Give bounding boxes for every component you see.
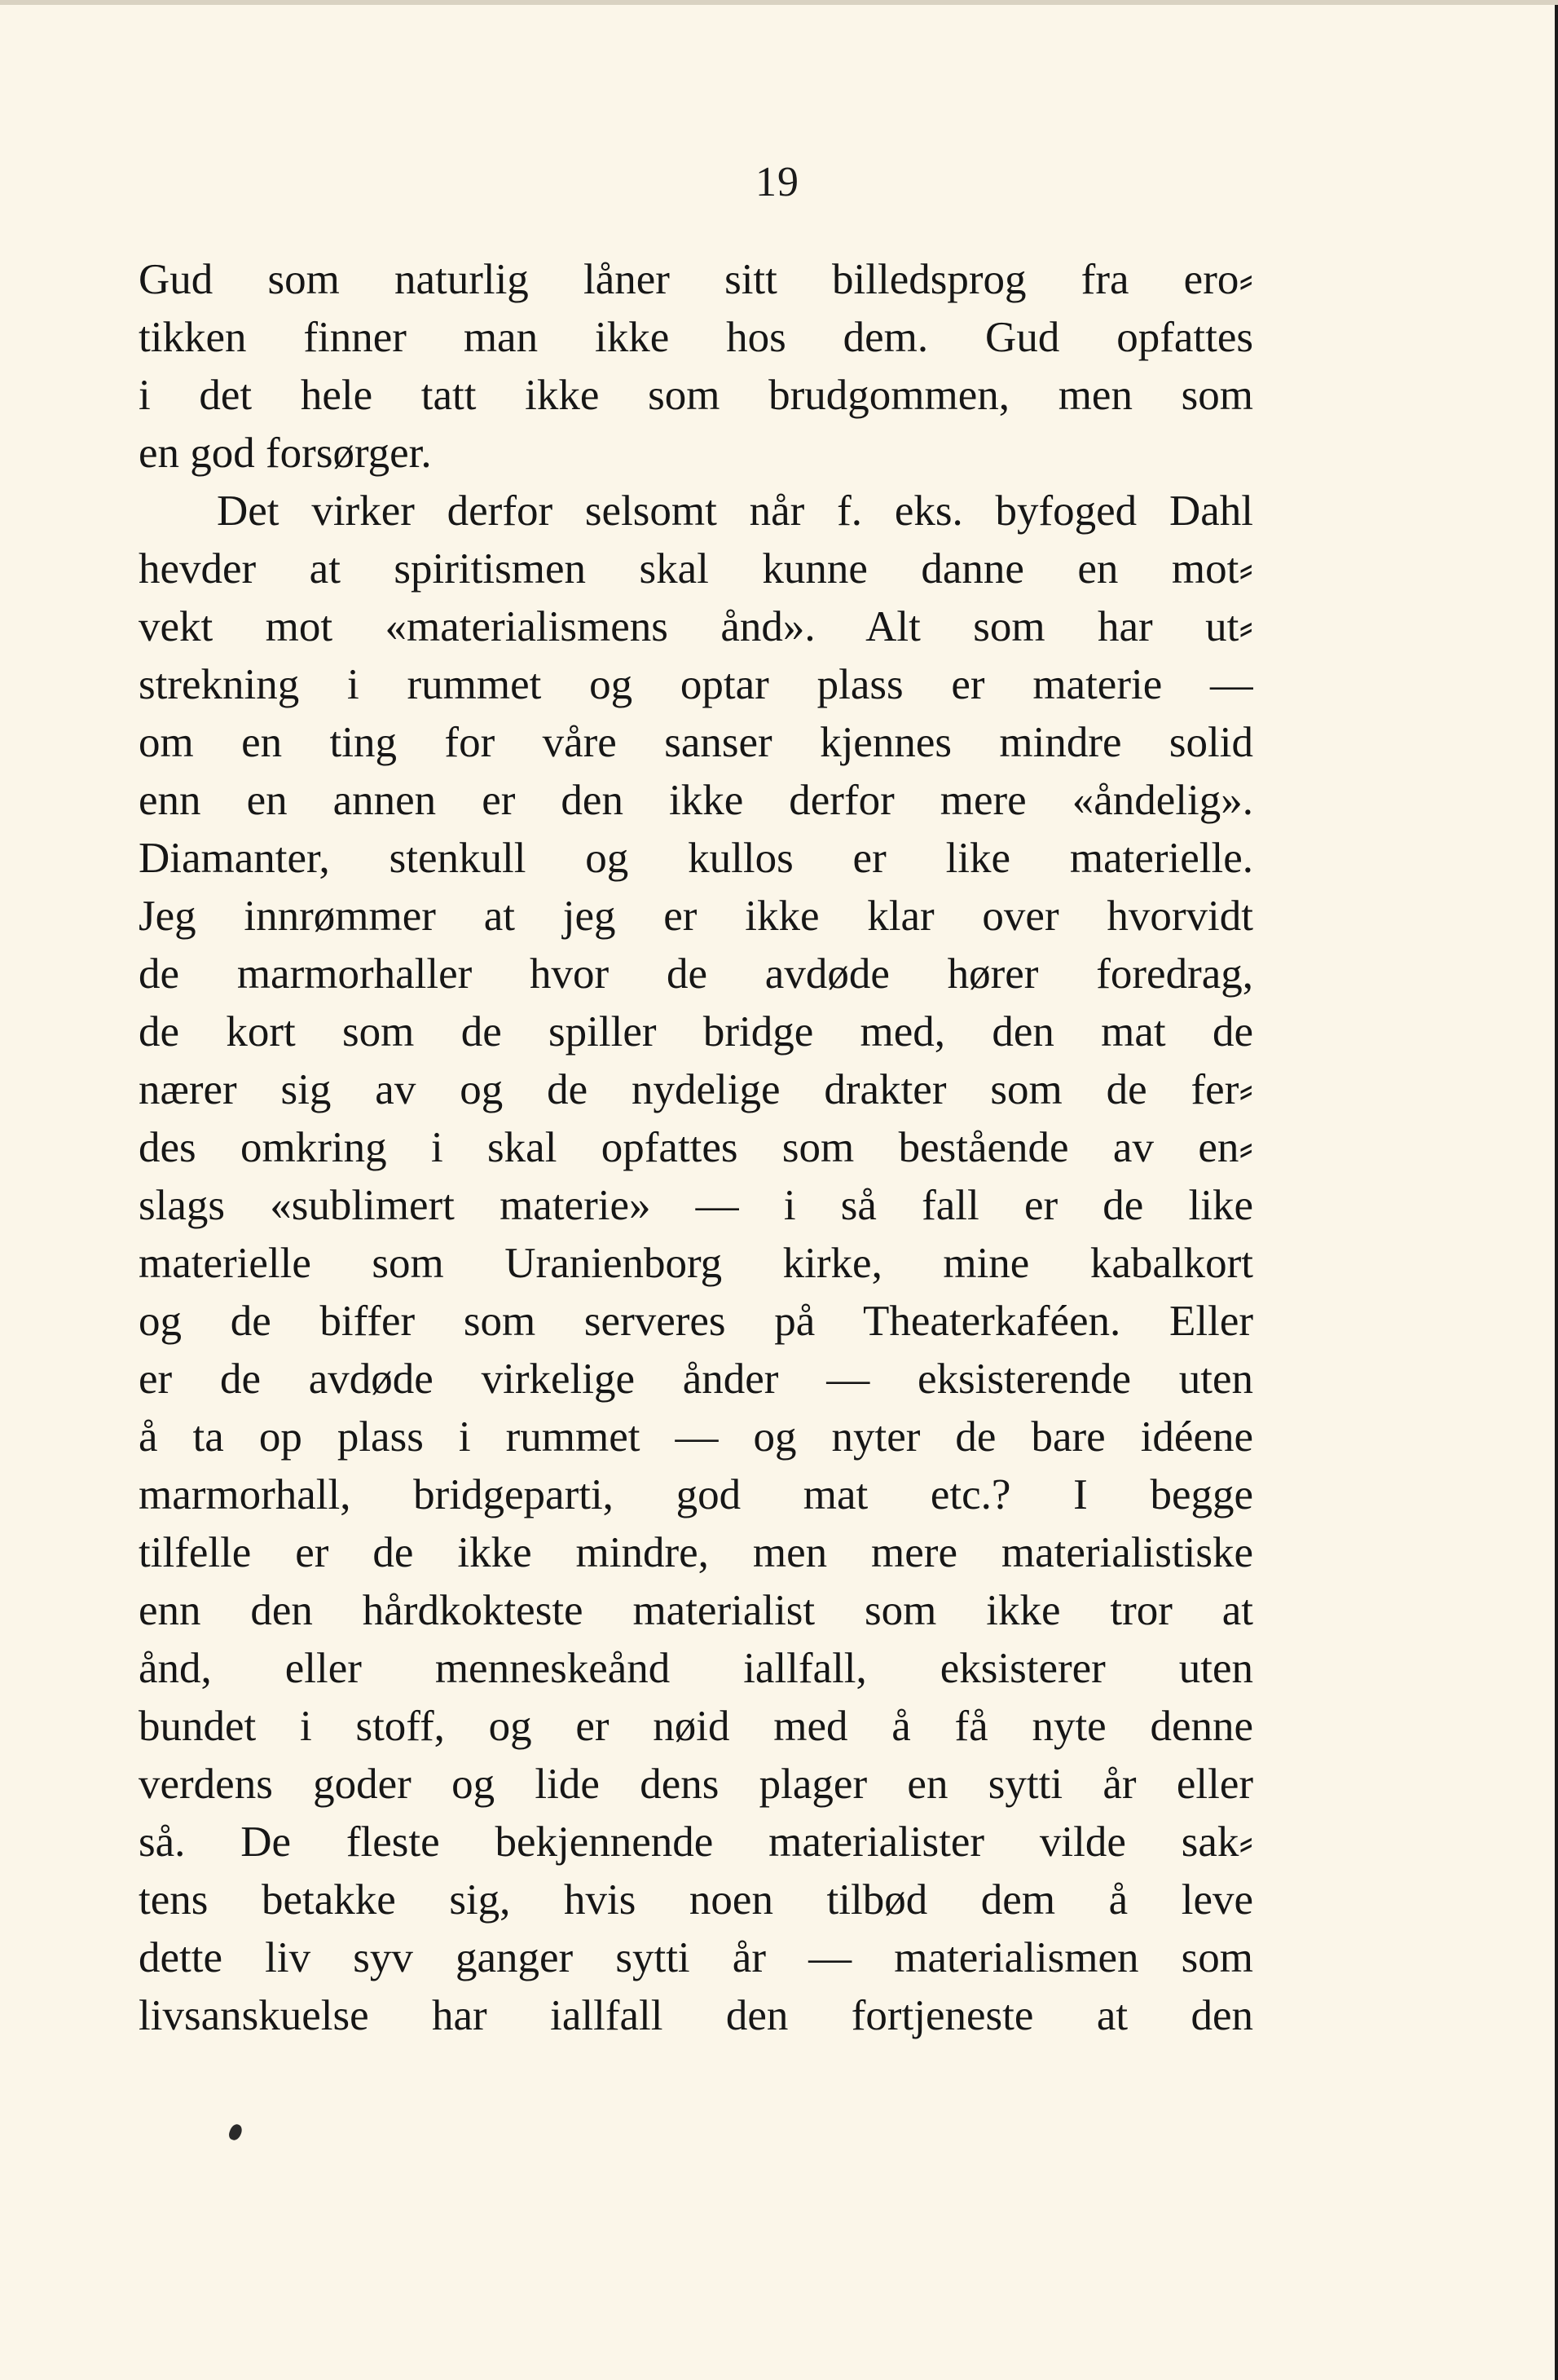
text-line: og de biffer som serveres på Theaterkaféen. Eller xyxy=(139,1298,1253,1345)
text-line: bundet i stoff, og er nøid med å få nyte denne xyxy=(139,1703,1253,1750)
text-line: Det virker derfor selsomt når f. eks. byfoged Dahl xyxy=(217,487,1253,535)
text-line: strekning i rummet og optar plass er materie — xyxy=(139,661,1253,708)
paragraph-2 xyxy=(139,483,1253,2045)
text-line: i det hele tatt ikke som brudgommen, men som xyxy=(139,372,1253,419)
text-line: dette liv syv ganger sytti år — materialismen som xyxy=(139,1934,1253,1981)
text-line: marmorhall, bridgeparti, god mat etc.? I begge xyxy=(139,1471,1253,1518)
text-line: de kort som de spiller bridge med, den mat de xyxy=(139,1008,1253,1056)
text-line: de marmorhaller hvor de avdøde hører foredrag, xyxy=(139,950,1253,998)
text-line: Diamanter, stenkull og kullos er like materielle. xyxy=(139,835,1253,882)
ink-speck xyxy=(227,2122,244,2142)
text-line: ånd, eller menneskeånd iallfall, eksisterer uten xyxy=(139,1645,1253,1692)
text-line: materielle som Uranienborg kirke, mine kabalkort xyxy=(139,1240,1253,1287)
text-line: Jeg innrømmer at jeg er ikke klar over hvorvidt xyxy=(139,892,1253,940)
text-line: er de avdøde virkelige ånder — eksisterende uten xyxy=(139,1355,1253,1403)
text-line: vekt mot «materialismens ånd». Alt som har ut⸗ xyxy=(139,603,1253,650)
text-line: slags «sublimert materie» — i så fall er de like xyxy=(139,1182,1253,1229)
text-line: tens betakke sig, hvis noen tilbød dem å leve xyxy=(139,1876,1253,1924)
page-number: 19 xyxy=(755,159,799,205)
book-page xyxy=(0,5,1558,2380)
text-line: Gud som naturlig låner sitt billedsprog fra ero⸗ xyxy=(139,256,1253,303)
body-text xyxy=(139,251,1253,2045)
text-line: verdens goder og lide dens plager en sytti år eller xyxy=(139,1761,1253,1808)
text-line: om en ting for våre sanser kjennes mindre solid xyxy=(139,719,1253,766)
text-line: tikken finner man ikke hos dem. Gud opfattes xyxy=(139,314,1253,361)
text-line: nærer sig av og de nydelige drakter som de fer⸗ xyxy=(139,1066,1253,1113)
text-line: des omkring i skal opfattes som bestående av en⸗ xyxy=(139,1124,1253,1171)
paragraph-1 xyxy=(139,251,1253,483)
text-line: så. De fleste bekjennende materialister vilde sak⸗ xyxy=(139,1818,1253,1866)
text-line: enn en annen er den ikke derfor mere «åndelig». xyxy=(139,777,1253,824)
text-line: å ta op plass i rummet — og nyter de bare idéene xyxy=(139,1413,1253,1461)
text-line: livsanskuelse har iallfall den fortjeneste at den xyxy=(139,1992,1253,2039)
text-line: hevder at spiritismen skal kunne danne en mot⸗ xyxy=(139,545,1253,593)
text-line: en god forsørger. xyxy=(139,430,432,477)
text-line: tilfelle er de ikke mindre, men mere materialistiske xyxy=(139,1529,1253,1576)
text-line: enn den hårdkokteste materialist som ikke tror at xyxy=(139,1587,1253,1634)
